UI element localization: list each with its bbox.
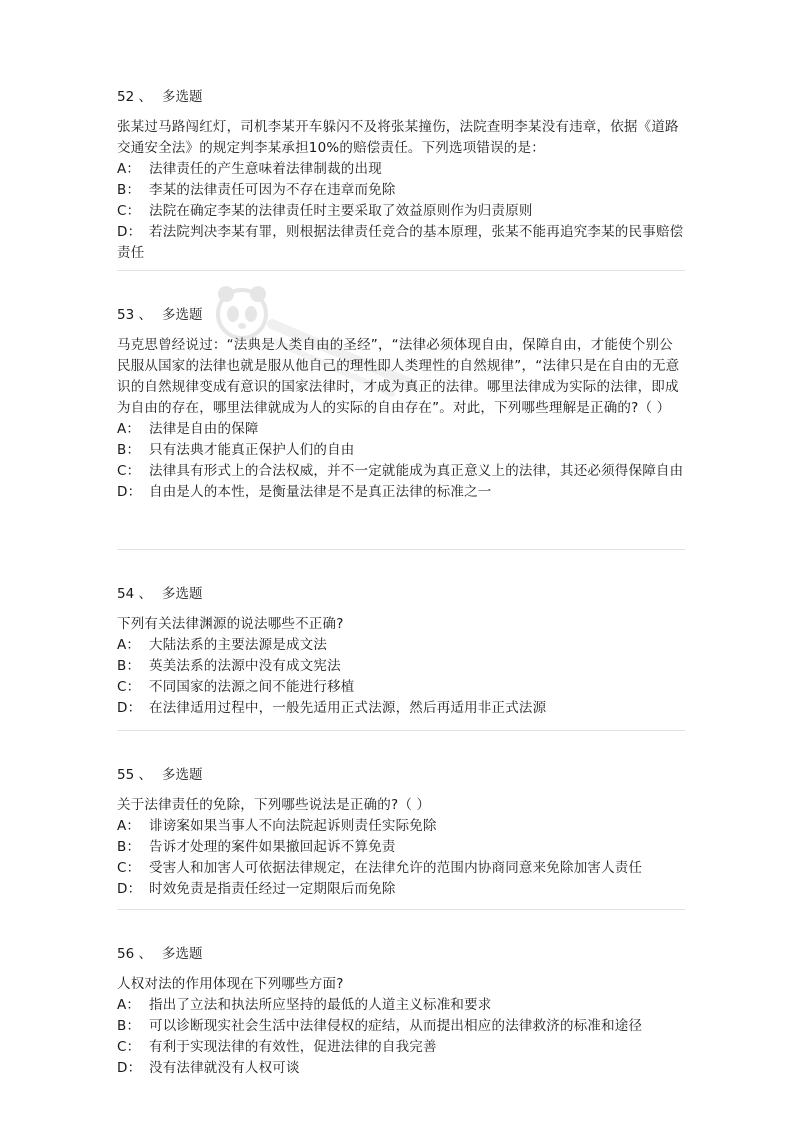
question-header [117,944,685,964]
option-d [117,482,685,503]
question-header [117,305,685,325]
question-number: 52 、 [117,89,152,105]
option-text: 只有法典才能真正保护人们的自由 [149,442,355,458]
option-letter: B： [117,839,141,855]
option-text: 告诉才处理的案件如果撤回起诉不算免责 [149,839,396,855]
question-type: 多选题 [161,767,203,783]
option-text: 没有法律就没有人权可谈 [149,1060,300,1076]
option-a [117,419,685,440]
question-header [117,87,685,107]
option-letter: B： [117,658,141,674]
question-stem: 关于法律责任的免除，下列哪些说法是正确的?（ ） [117,797,431,813]
option-b [117,656,685,677]
option-c [117,461,685,482]
option-letter: A： [117,637,141,653]
question-number: 56 、 [117,946,152,962]
question-divider [117,909,685,910]
option-c [117,201,685,222]
option-text: 在法律适用过程中，一般先适用正式法源，然后再适用非正式法源 [149,700,547,716]
question-number: 55 、 [117,767,152,783]
option-letter: C： [117,679,141,695]
option-letter: B： [117,442,141,458]
option-letter: D： [117,484,142,500]
option-letter: A： [117,997,141,1013]
option-letter: C： [117,463,141,479]
option-letter: D： [117,881,142,897]
option-letter: D： [117,224,142,240]
option-text: 不同国家的法源之间不能进行移植 [149,679,355,695]
option-text: 指出了立法和执法所应坚持的最低的人道主义标准和要求 [149,997,492,1013]
option-text: 法律具有形式上的合法权威，并不一定就能成为真正意义上的法律，其还必须得保障自由 [149,463,684,479]
question-number: 54 、 [117,586,152,602]
question-stem: 张某过马路闯红灯，司机李某开车躲闪不及将张某撞伤，法院查明李某没有违章，依据《道路交通安全法》的规定判李某承担10%的赔偿责任。下列选项错误的是： [117,119,679,156]
question-stem: 马克思曾经说过：“法典是人类自由的圣经”，“法律必须体现自由，保障自由，才能使个别公民服从国家的法律也就是服从他自己的理性即人类理性的自然规律”，“法律只是在自由的无意识的自然规律变成有意识的国家法律时，才成为真正的法律。哪里法律成为实际的法律，即成为自由的存在，哪里法律就成为人的实际的自由存在”。对此，下列哪些理解是正确的?（ ） [117,337,680,416]
option-text: 大陆法系的主要法源是成文法 [149,637,328,653]
option-letter: A： [117,161,141,177]
question-52 [117,87,685,264]
option-c [117,677,685,698]
option-letter: C： [117,1039,141,1055]
question-divider [117,549,685,550]
question-type: 多选题 [161,946,203,962]
option-b [117,837,685,858]
question-divider [117,730,685,731]
option-letter: A： [117,818,141,834]
question-type: 多选题 [161,307,203,323]
question-divider [117,270,685,271]
option-letter: B： [117,1018,141,1034]
option-d [117,222,685,264]
option-text: 法律是自由的保障 [149,421,259,437]
option-text: 英美法系的法源中没有成文宪法 [149,658,341,674]
option-c [117,858,685,879]
question-number: 53 、 [117,307,152,323]
option-b [117,440,685,461]
question-stem: 人权对法的作用体现在下列哪些方面? [117,976,344,992]
option-d [117,1058,685,1079]
option-letter: A： [117,421,141,437]
option-letter: C： [117,203,141,219]
question-stem: 下列有关法律渊源的说法哪些不正确? [117,616,344,632]
option-d [117,698,685,719]
option-text: 法院在确定李某的法律责任时主要采取了效益原则作为归责原则 [149,203,533,219]
option-d [117,879,685,900]
option-b [117,180,685,201]
question-header [117,765,685,785]
question-type: 多选题 [161,586,203,602]
option-letter: B： [117,182,141,198]
question-55 [117,765,685,900]
option-text: 李某的法律责任可因为不存在违章而免除 [149,182,396,198]
option-a [117,159,685,180]
question-53 [117,305,685,503]
option-letter: C： [117,860,141,876]
option-letter: D： [117,700,142,716]
option-letter: D： [117,1060,142,1076]
question-header [117,584,685,604]
question-56 [117,944,685,1079]
option-b [117,1016,685,1037]
option-text: 若法院判决李某有罪，则根据法律责任竞合的基本原理，张某不能再追究李某的民事赔偿责任 [117,224,684,261]
option-text: 时效免责是指责任经过一定期限后而免除 [149,881,396,897]
question-54 [117,584,685,719]
option-text: 诽谤案如果当事人不向法院起诉则责任实际免除 [149,818,437,834]
option-text: 有利于实现法律的有效性，促进法律的自我完善 [149,1039,437,1055]
option-c [117,1037,685,1058]
option-a [117,995,685,1016]
option-a [117,816,685,837]
option-text: 受害人和加害人可依据法律规定，在法律允许的范围内协商同意来免除加害人责任 [149,860,643,876]
option-text: 法律责任的产生意味着法律制裁的出现 [149,161,382,177]
question-type: 多选题 [161,89,203,105]
option-a [117,635,685,656]
option-text: 可以诊断现实社会生活中法律侵权的症结，从而提出相应的法律救济的标准和途径 [149,1018,643,1034]
option-text: 自由是人的本性，是衡量法律是不是真正法律的标准之一 [149,484,492,500]
